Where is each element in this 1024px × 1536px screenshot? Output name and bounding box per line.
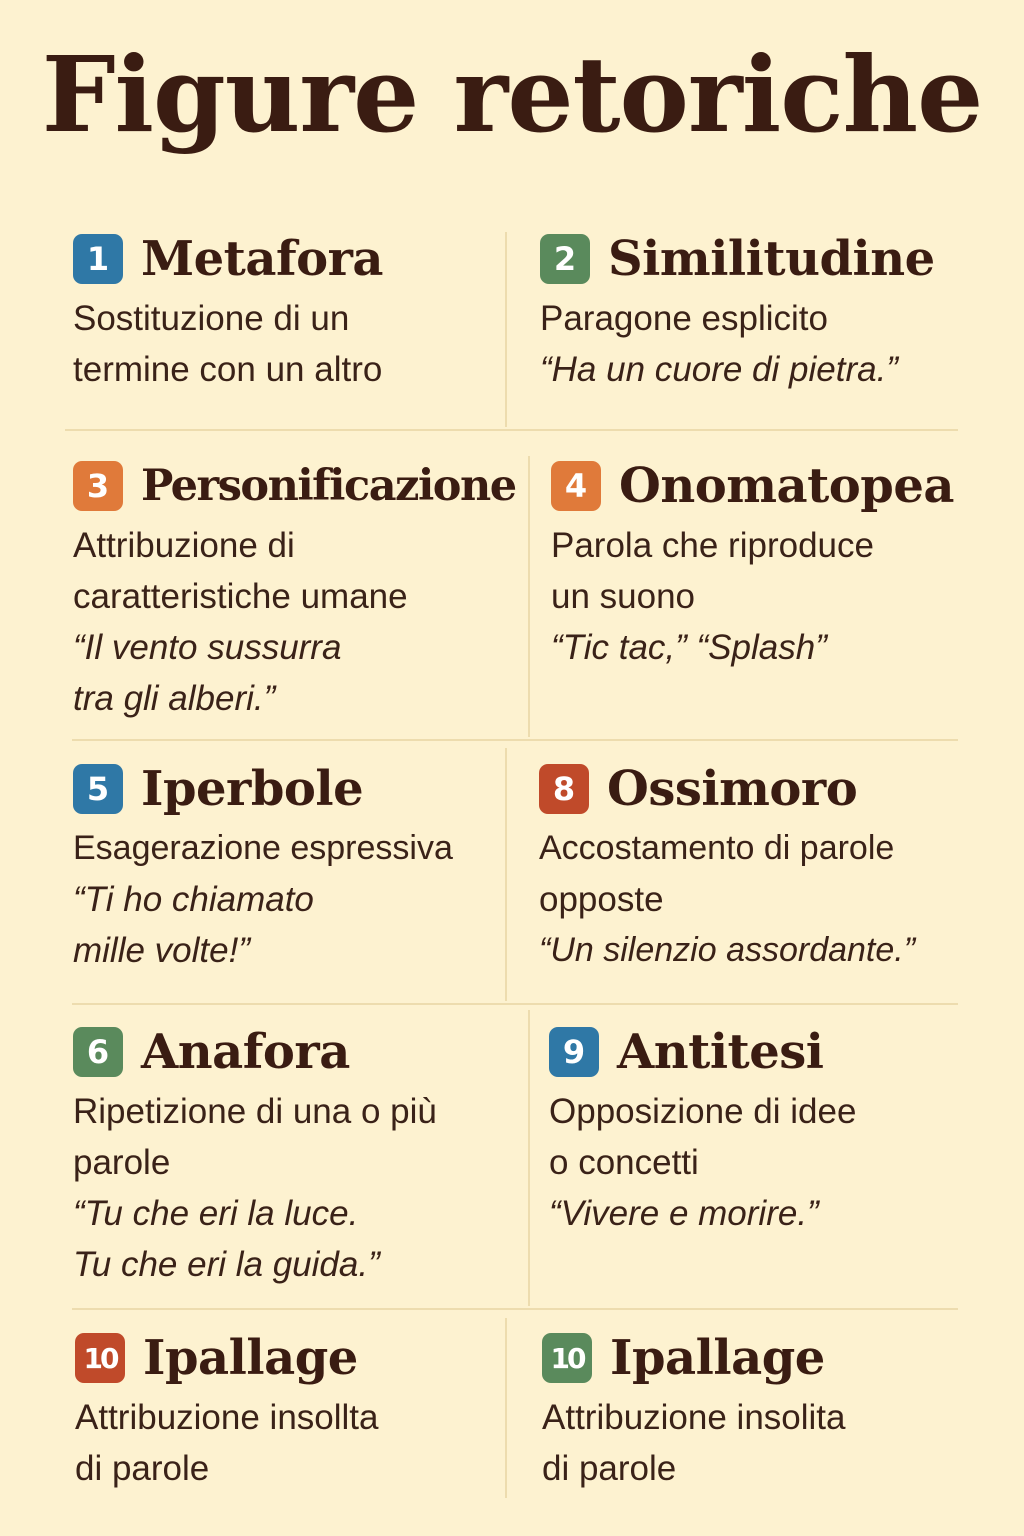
divider (65, 429, 958, 431)
figure-description: Attribuzione di caratteristiche umane (73, 526, 408, 616)
figure-description: Attribuzione insolita di parole (542, 1398, 846, 1488)
figure-example: “Tic tac,” “Splash” (551, 628, 827, 667)
figure-description: Ripetizione di una o più parole (73, 1092, 437, 1182)
divider (72, 1003, 958, 1005)
figure-name: Metafora (141, 231, 383, 287)
figure-card-antitesi (549, 1022, 856, 1239)
figure-example: “Ti ho chiamato mille volte!” (73, 880, 314, 970)
figure-description: Attribuzione insollta di parole (75, 1398, 379, 1488)
figure-description: Esagerazione espressiva (73, 829, 453, 867)
number-badge: 4 (551, 461, 601, 511)
divider (528, 456, 530, 737)
figure-name: Iperbole (141, 761, 364, 817)
number-badge: 3 (73, 461, 123, 511)
number-badge: 10 (542, 1333, 592, 1383)
figure-name: Anafora (141, 1024, 350, 1080)
divider (528, 1010, 530, 1306)
page-title: Figure retoriche (41, 33, 983, 156)
figure-name: Ossimoro (607, 761, 858, 817)
figure-card-similitudine (540, 229, 935, 395)
number-badge: 1 (73, 234, 123, 284)
figure-name: Personificazione (141, 461, 516, 511)
figure-name: Similitudine (608, 231, 935, 287)
figure-example: “Ha un cuore di pietra.” (540, 350, 898, 389)
figure-name: Onomatopea (619, 458, 955, 514)
figure-description: Accostamento di parole opposte (539, 829, 895, 919)
number-badge: 6 (73, 1027, 123, 1077)
figure-card-personificazione (73, 456, 516, 724)
number-badge: 8 (539, 764, 589, 814)
divider (72, 739, 958, 741)
figure-name: Ipallage (143, 1330, 358, 1386)
figure-card-anafora (73, 1022, 437, 1290)
figure-example: “Tu che eri la luce. Tu che eri la guida.” (73, 1194, 380, 1284)
figure-description: Opposizione di idee o concetti (549, 1092, 857, 1182)
figure-name: Ipallage (610, 1330, 825, 1386)
figure-example: “Vivere e morire.” (549, 1194, 819, 1233)
number-badge: 9 (549, 1027, 599, 1077)
figure-card-ossimoro (539, 759, 915, 976)
figure-description: Paragone esplicito (540, 299, 828, 338)
divider (505, 232, 507, 427)
divider (505, 748, 507, 1001)
number-badge: 5 (73, 764, 123, 814)
figure-description: Sostituzione di un termine con un altro (73, 299, 383, 389)
figure-name: Antitesi (617, 1024, 824, 1080)
figure-example: “Il vento sussurra tra gli alberi.” (73, 628, 342, 718)
figure-card-onomatopea (551, 456, 954, 673)
number-badge: 10 (75, 1333, 125, 1383)
divider (505, 1318, 507, 1498)
number-badge: 2 (540, 234, 590, 284)
figure-card-ipallage (75, 1328, 379, 1494)
figure-card-metafora (73, 229, 383, 395)
figure-card-ipallage-alt (542, 1328, 846, 1494)
figure-card-iperbole (73, 759, 453, 976)
figure-description: Parola che riproduce un suono (551, 526, 874, 616)
divider (72, 1308, 958, 1310)
figure-example: “Un silenzio assordante.” (539, 931, 916, 969)
